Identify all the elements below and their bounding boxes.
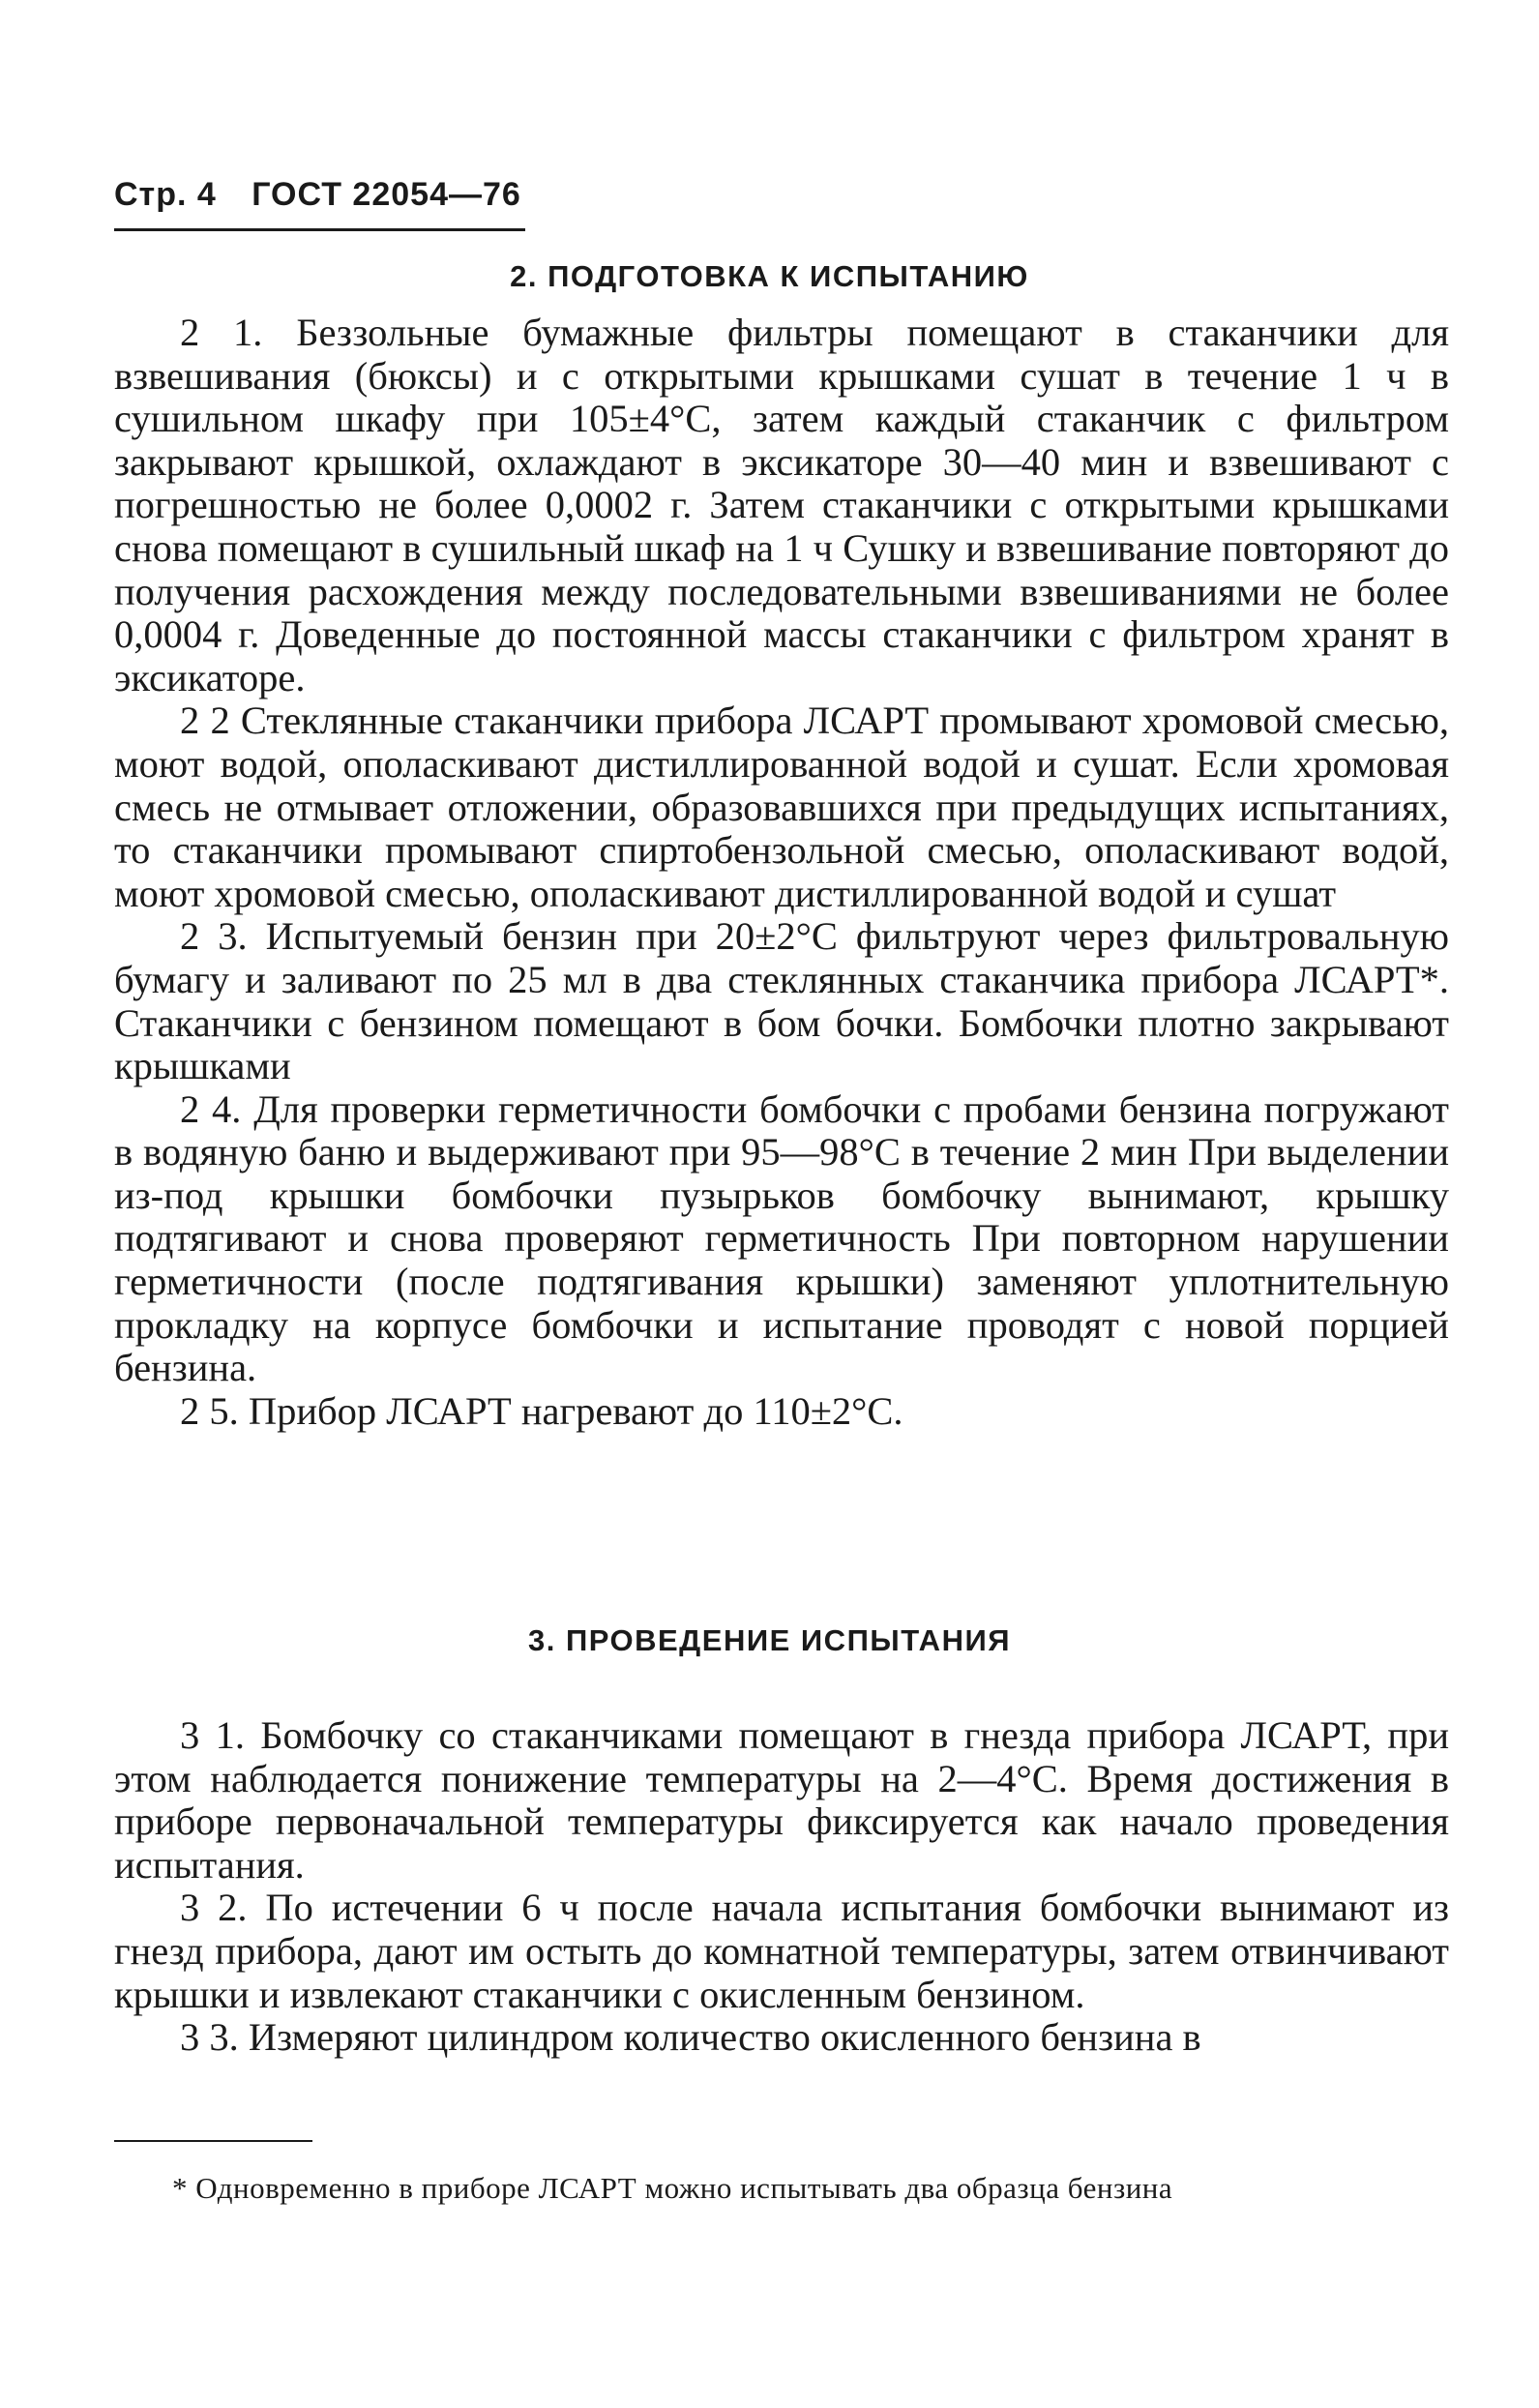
paragraph-2-2: 2 2 Стеклянные стаканчики прибора ЛСАРТ промывают хромовой смесью, моют водой, ополаскивают дистиллированной водой и сушат. Если хромовая смесь не отмывает отложении, образовавшихся при предыдущих испытаниях, то стаканчики промывают спиртобензольной смесью, ополаскивают водой, моют хромовой смесью, ополаскивают дистиллированной водой и сушат xyxy=(114,699,1449,915)
section-2-title: 2. ПОДГОТОВКА К ИСПЫТАНИЮ xyxy=(510,259,1029,293)
footnote-rule xyxy=(114,2140,312,2142)
paragraph-2-4: 2 4. Для проверки герметичности бомбочки с пробами бензина погружают в водяную баню и выдерживают при 95—98°С в течение 2 мин При выделении из-под крышки бомбочки пузырьков бомбочку вынимают, крышку подтягивают и снова проверяют герметичность При повторном нарушении герметичности (после подтягивания крышки) заменяют уплотнительную прокладку на корпусе бомбочки и испытание проводят с новой порцией бензина. xyxy=(114,1086,1449,1390)
paragraph-2-1: 2 1. Беззольные бумажные фильтры помещают в стаканчики для взвешивания (бюксы) и с открытыми крышками сушат в течение 1 ч в сушильном шкафу при 105±4°С, затем каждый стаканчик с фильтром закрывают крышкой, охлаждают в эксикаторе 30—40 мин и взвешивают с погрешностью не более 0,0002 г. Затем стаканчики с открытыми крышками снова помещают в сушильный шкаф на 1 ч Сушку и взвешивание повторяют до получения расхождения между последовательными взвешиваниями не более 0,0004 г. Доведенные до постоянной массы стаканчики с фильтром хранят в эксикаторе. xyxy=(114,311,1449,699)
footnote-text: * Одновременно в приборе ЛСАРТ можно испытывать два образца бензина xyxy=(172,2171,1173,2205)
section-2-body xyxy=(114,312,1449,1433)
section-3-title: 3. ПРОВЕДЕНИЕ ИСПЫТАНИЯ xyxy=(527,1623,1012,1657)
section-3-body xyxy=(114,1714,1449,2060)
paragraph-3-2: 3 2. По истечении 6 ч после начала испытания бомбочки вынимают из гнезд прибора, дают им остыть до комнатной температуры, затем отвинчивают крышки и извлекают стаканчики с окисленным бензином. xyxy=(114,1886,1449,2016)
page-number: Стр. 4 xyxy=(114,176,217,213)
paragraph-3-3: 3 3. Измеряют цилиндром количество окисленного бензина в xyxy=(180,2015,1201,2060)
page-header xyxy=(114,176,521,214)
footnote xyxy=(114,2167,1449,2210)
document-number: ГОСТ 22054—76 xyxy=(252,176,521,213)
paragraph-3-1: 3 1. Бомбочку со стаканчиками помещают в гнезда прибора ЛСАРТ, при этом наблюдается понижение температуры на 2—4°С. Время достижения в приборе первоначальной температуры фиксируется как начало проведения испытания. xyxy=(114,1713,1449,1887)
paragraph-2-3: 2 3. Испытуемый бензин при 20±2°С фильтруют через фильтровальную бумагу и заливают по 25 мл в два стеклянных стаканчика прибора ЛСАРТ*. Стаканчики с бензином помещают в бом бочки. Бомбочки плотно закрывают крышками xyxy=(114,914,1449,1088)
header-rule xyxy=(114,228,525,231)
paragraph-2-5: 2 5. Прибор ЛСАРТ нагревают до 110±2°С. xyxy=(180,1388,903,1433)
